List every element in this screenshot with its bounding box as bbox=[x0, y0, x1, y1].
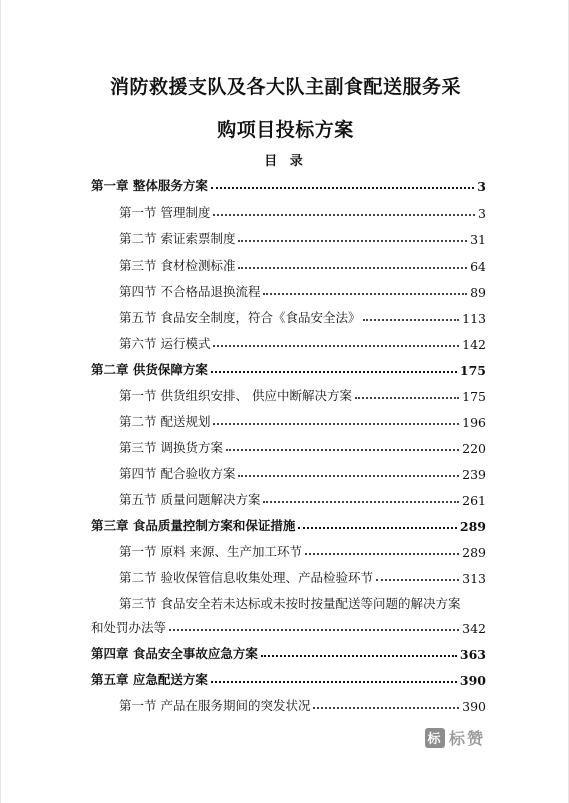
dot-leader bbox=[376, 579, 459, 581]
logo-icon: 标 bbox=[425, 728, 445, 748]
toc-page-number: 113 bbox=[462, 311, 486, 326]
toc-section-3-3[interactable] bbox=[119, 590, 486, 612]
toc-chapter-label: 第一章 整体服务方案 bbox=[91, 178, 208, 193]
toc-chapter-label: 第五章 应急配送方案 bbox=[91, 672, 208, 687]
toc-page-number: 3 bbox=[478, 206, 486, 221]
toc-page-number: 239 bbox=[462, 467, 486, 482]
toc-page-number: 390 bbox=[459, 673, 486, 688]
dot-leader bbox=[298, 527, 457, 529]
toc-page-number: 31 bbox=[470, 232, 486, 247]
toc-page-number: 390 bbox=[462, 699, 486, 714]
toc-section-5-1[interactable] bbox=[119, 692, 486, 714]
toc-section-2-5[interactable] bbox=[119, 486, 486, 508]
dot-leader bbox=[305, 553, 459, 555]
toc-section-label: 第五节 食品安全制度，符合《食品安全法》 bbox=[119, 310, 361, 325]
document-title-line2: 购项目投标方案 bbox=[217, 119, 354, 141]
toc-section-1-6[interactable] bbox=[119, 330, 486, 352]
toc-page-number: 342 bbox=[462, 621, 486, 636]
toc-chapter-5[interactable] bbox=[91, 666, 486, 688]
toc-section-label: 第三节 调换货方案 bbox=[119, 440, 223, 455]
toc-page-number: 89 bbox=[470, 285, 486, 300]
dot-leader bbox=[238, 267, 467, 269]
toc-section-label: 第三节 食品安全若未达标或未按时按量配送等问题的解决方案 bbox=[119, 596, 461, 611]
toc-section-label: 第五节 质量问题解决方案 bbox=[119, 492, 261, 507]
document-title-line1: 消防救援支队及各大队主副食配送服务采 bbox=[109, 76, 461, 98]
toc-page-number: 175 bbox=[462, 389, 486, 404]
toc-chapter-3[interactable] bbox=[91, 512, 486, 534]
dot-leader bbox=[213, 423, 459, 425]
toc-section-3-3-continued[interactable] bbox=[91, 614, 486, 636]
dot-leader bbox=[263, 501, 459, 503]
toc-section-label: 第二节 验收保管信息收集处理、产品检验环节 bbox=[119, 570, 373, 585]
dot-leader bbox=[238, 475, 459, 477]
dot-leader bbox=[263, 293, 467, 295]
dot-leader bbox=[355, 397, 459, 399]
toc-chapter-1[interactable] bbox=[91, 172, 486, 194]
dot-leader bbox=[226, 449, 459, 451]
toc-section-3-1[interactable] bbox=[119, 538, 486, 560]
toc-section-1-4[interactable] bbox=[119, 278, 486, 300]
dot-leader bbox=[213, 214, 475, 216]
dot-leader bbox=[169, 629, 459, 631]
toc-section-3-2[interactable] bbox=[119, 564, 486, 586]
toc-page-number: 220 bbox=[462, 441, 486, 456]
toc-section-1-3[interactable] bbox=[119, 252, 486, 274]
toc-section-1-1[interactable] bbox=[119, 199, 486, 221]
toc-section-label: 第二节 配送规划 bbox=[119, 414, 211, 429]
dot-leader bbox=[211, 371, 457, 373]
toc-section-label: 第二节 索证索票制度 bbox=[119, 231, 236, 246]
dot-leader bbox=[211, 187, 474, 189]
toc-page-number: 289 bbox=[462, 545, 486, 560]
toc-chapter-2[interactable] bbox=[91, 356, 486, 378]
toc-page-number: 313 bbox=[462, 571, 486, 586]
toc-section-2-1[interactable] bbox=[119, 382, 486, 404]
toc-section-label: 第一节 产品在服务期间的突发状况 bbox=[119, 698, 311, 713]
toc-heading: 目 录 bbox=[264, 154, 307, 169]
toc-page-number: 196 bbox=[462, 415, 486, 430]
toc-chapter-4[interactable] bbox=[91, 640, 486, 662]
toc-section-label: 第六节 运行模式 bbox=[119, 336, 211, 351]
toc-chapter-label: 第二章 供货保障方案 bbox=[91, 362, 208, 377]
toc-section-label: 第一节 供货组织安排、 供应中断解决方案 bbox=[119, 388, 352, 403]
dot-leader bbox=[313, 707, 459, 709]
toc-section-label-continued: 和处罚办法等 bbox=[91, 620, 167, 635]
toc-section-label: 第四节 配合验收方案 bbox=[119, 466, 236, 481]
toc-section-2-3[interactable] bbox=[119, 434, 486, 456]
toc-section-2-2[interactable] bbox=[119, 408, 486, 430]
toc-page-number: 175 bbox=[459, 363, 486, 378]
dot-leader bbox=[211, 681, 457, 683]
toc-section-2-4[interactable] bbox=[119, 460, 486, 482]
toc-page-number: 3 bbox=[477, 179, 486, 194]
toc-page-number: 64 bbox=[470, 259, 486, 274]
dot-leader bbox=[213, 345, 459, 347]
toc-chapter-label: 第三章 食品质量控制方案和保证措施 bbox=[91, 518, 296, 533]
toc-section-1-2[interactable] bbox=[119, 225, 486, 247]
toc-page-number: 261 bbox=[462, 493, 486, 508]
toc-page-number: 363 bbox=[459, 647, 486, 662]
toc-page-number: 142 bbox=[462, 337, 486, 352]
toc-chapter-label: 第四章 食品安全事故应急方案 bbox=[91, 646, 258, 661]
toc-page-number: 289 bbox=[459, 519, 486, 534]
dot-leader bbox=[363, 319, 459, 321]
watermark-text: 标赞 bbox=[449, 729, 486, 748]
dot-leader bbox=[238, 240, 467, 242]
toc-section-1-5[interactable] bbox=[119, 304, 486, 326]
watermark-logo bbox=[425, 726, 485, 749]
toc-section-label: 第一节 原料 来源、生产加工环节 bbox=[119, 544, 302, 559]
toc-section-label: 第三节 食材检测标准 bbox=[119, 258, 236, 273]
toc-section-label: 第一节 管理制度 bbox=[119, 205, 211, 220]
toc-section-label: 第四节 不合格品退换流程 bbox=[119, 284, 261, 299]
dot-leader bbox=[261, 655, 457, 657]
